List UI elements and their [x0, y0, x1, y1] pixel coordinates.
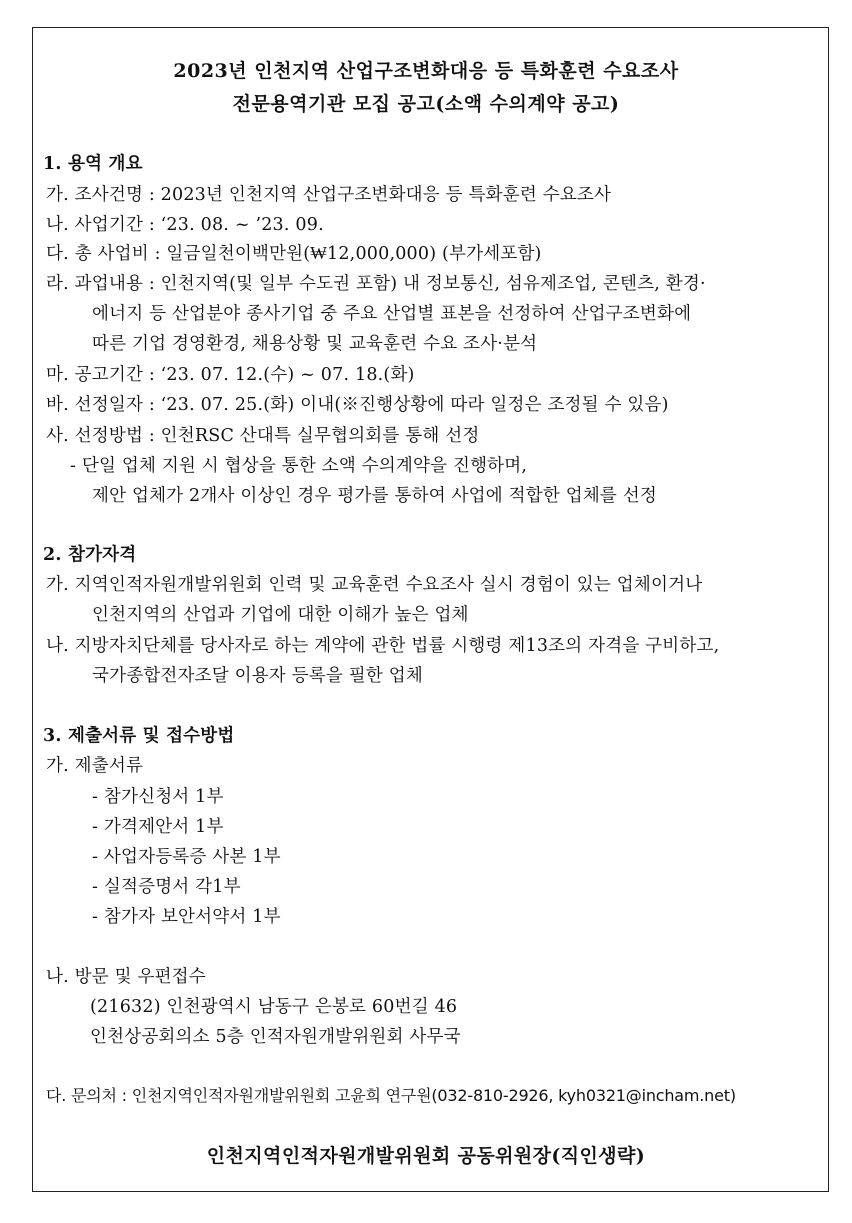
s3-sub-b: 나. 방문 및 우편접수	[46, 967, 206, 987]
section-2-heading: 2. 참가자격	[43, 545, 137, 565]
s1-item-c: 다. 총 사업비 : 일금일천이백만원(₩12,000,000) (부가세포함)	[46, 244, 542, 264]
s3-address-1: (21632) 인천광역시 남동구 은봉로 60번길 46	[90, 997, 458, 1017]
s1-item-d: 라. 과업내용 : 인천지역(및 일부 수도권 포함) 내 정보통신, 섬유제조업, 콘텐츠, 환경·	[46, 274, 706, 294]
s3-sub-a: 가. 제출서류	[46, 756, 144, 776]
title-line-1: 2023년 인천지역 산업구조변화대응 등 특화훈련 수요조사	[173, 60, 679, 82]
s3-document-5: - 참가자 보안서약서 1부	[92, 907, 281, 927]
s1-item-f: 바. 선정일자 : ‘23. 07. 25.(화) 이내(※진행상황에 따라 일정은 조정될 수 있음)	[46, 395, 669, 415]
s2-item-a-cont: 인천지역의 산업과 기업에 대한 이해가 높은 업체	[92, 605, 469, 625]
s3-document-3: - 사업자등록증 사본 1부	[92, 847, 281, 867]
s1-item-a: 가. 조사건명 : 2023년 인천지역 산업구조변화대응 등 특화훈련 수요조사	[46, 185, 612, 205]
section-1-heading: 1. 용역 개요	[43, 154, 143, 174]
signature: 인천지역인적자원개발위원회 공동위원장(직인생략)	[206, 1145, 646, 1167]
s2-item-b: 나. 지방자치단체를 당사자로 하는 계약에 관한 법률 시행령 제13조의 자격을 구비하고,	[46, 636, 720, 656]
s3-document-4: - 실적증명서 각1부	[92, 877, 241, 897]
s1-item-g: 사. 선정방법 : 인천RSC 산대특 실무협의회를 통해 선정	[46, 426, 480, 446]
s2-item-a: 가. 지역인적자원개발위원회 인력 및 교육훈련 수요조사 실시 경험이 있는 업체이거나	[46, 575, 703, 595]
s1-item-d-cont-2: 따른 기업 경영환경, 채용상황 및 교육훈련 수요 조사·분석	[92, 334, 538, 354]
s1-item-g-sub-1: - 단일 업체 지원 시 협상을 통한 소액 수의계약을 진행하며,	[70, 456, 528, 476]
s1-item-d-cont-1: 에너지 등 산업분야 종사기업 중 주요 산업별 표본을 선정하여 산업구조변화에	[92, 304, 692, 324]
s3-document-2: - 가격제안서 1부	[92, 817, 224, 837]
section-3-heading: 3. 제출서류 및 접수방법	[43, 726, 235, 746]
s3-address-2: 인천상공회의소 5층 인적자원개발위원회 사무국	[90, 1027, 461, 1047]
s1-item-b: 나. 사업기간 : ‘23. 08. ~ ’23. 09.	[46, 215, 324, 235]
s3-document-1: - 참가신청서 1부	[92, 787, 224, 807]
s1-item-g-sub-2: 제안 업체가 2개사 이상인 경우 평가를 통하여 사업에 적합한 업체를 선정	[92, 486, 658, 506]
s1-item-e: 마. 공고기간 : ‘23. 07. 12.(수) ~ 07. 18.(화)	[46, 365, 415, 385]
s2-item-b-cont: 국가종합전자조달 이용자 등록을 필한 업체	[92, 666, 423, 686]
s3-contact: 다. 문의처 : 인천지역인적자원개발위원회 고윤희 연구원(032-810-2926, kyh0321@incham.net)	[46, 1086, 736, 1105]
title-line-2: 전문용역기관 모집 공고(소액 수의계약 공고)	[232, 93, 620, 115]
